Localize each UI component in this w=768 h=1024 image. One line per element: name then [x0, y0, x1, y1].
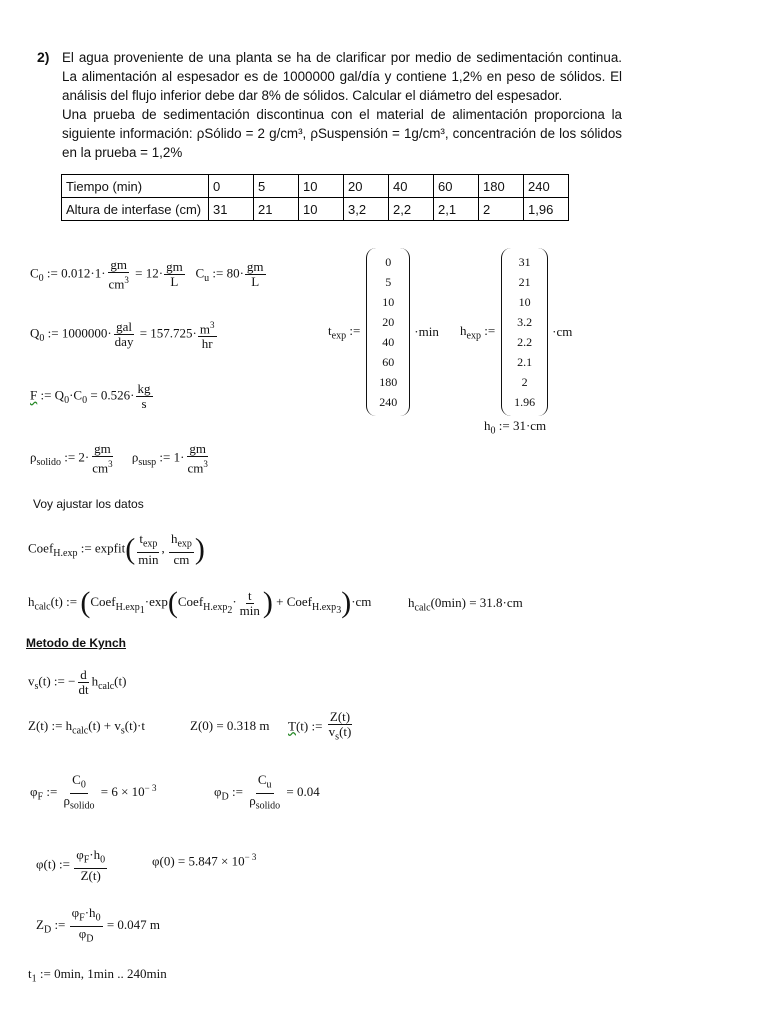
table-cell: 2,1	[434, 198, 479, 221]
phi0-value: $\varphi(0) = 5.847 \times 10^{- 3}$	[152, 852, 257, 869]
matrix-value: 10	[382, 295, 395, 309]
z-equation: Z(t) := $h_{calc}(t) + v_s(t)\cdot t$	[28, 718, 145, 737]
matrix-value: 40	[382, 335, 395, 349]
table-cell: Altura de interfase (cm)	[62, 198, 209, 221]
kynch-heading: Metodo de Kynch	[26, 636, 127, 650]
problem-paragraph-2: Una prueba de sedimentación discontinua con el material de alimentación proporciona la siguiente información: ρSólido = 2 g/cm³, ρSuspensión = 1g/cm³, concentración de los sólidos en la prueba = 1,2%	[62, 107, 622, 160]
table-cell: 20	[344, 175, 389, 198]
table-cell: 1,96	[524, 198, 569, 221]
matrix-value: 2	[521, 375, 528, 389]
table-cell: 180	[479, 175, 524, 198]
table-cell: 2,2	[389, 198, 434, 221]
table-cell: 31	[209, 198, 254, 221]
matrix-value: 2.2	[517, 335, 533, 349]
matrix-value: 31	[518, 255, 531, 269]
matrix-value: 2.1	[517, 355, 533, 369]
t-exp-values	[366, 248, 410, 416]
table-cell: 5	[254, 175, 299, 198]
h0-equation: $h_0$ := 31·cm	[484, 418, 547, 437]
hcalc-equation: $h_{calc}(t)$ := (Coef$_{H.exp_1}$·exp(Coef$_{H.exp_2}$· $\frac{t}{\min}$ ) + Coef$_{H.exp_3}$)·cm	[28, 586, 372, 619]
t-equation: T(t) := $\frac{Z(t)}{v_s(t)}$	[288, 709, 352, 743]
table-cell: 3,2	[344, 198, 389, 221]
q0-equation: $Q_0$ := 1000000· $\frac{\text{gal}}{\text{day}}$ = 157.725· $\frac{m^3}{hr}$	[30, 319, 215, 352]
matrix-value: 10	[518, 295, 531, 309]
phid-equation: $\varphi_D$ := $\frac{C_u}{\rho_{solido}}$ = 0.04	[214, 772, 320, 812]
h-exp-matrix: $h_{exp}$ := 31 21 10 3.2 2.2 2.1 2 1.96 ·cm	[460, 248, 572, 416]
table-row	[62, 198, 569, 221]
phif-equation: $\varphi_F$ := $\frac{C_0}{\rho_{solido}}$ = $6 \times 10^{- 3}$	[30, 772, 157, 812]
table-cell: 10	[299, 198, 344, 221]
table-cell: Tiempo (min)	[62, 175, 209, 198]
t1-range: $t_1$ := 0min, 1min .. 240min	[28, 966, 167, 985]
table-cell: 2	[479, 198, 524, 221]
table-cell: 21	[254, 198, 299, 221]
matrix-value: 1.96	[514, 395, 536, 409]
problem-number: 2)	[37, 49, 50, 65]
fit-label: Voy ajustar los datos	[33, 497, 144, 511]
matrix-value: 5	[385, 275, 392, 289]
density-equation: $\rho_{solido}$ := 2· $\frac{gm}{cm^3}$ $\rho_{susp}$ := 1· $\frac{gm}{cm^3}$	[30, 441, 208, 476]
table-row	[62, 175, 569, 198]
problem-statement	[62, 48, 622, 162]
c0-cu-equation: $C_0$ := 0.012·1· $\frac{gm}{cm^3}$ = 12· $\frac{gm}{L}$ $C_u$ := 80· $\frac{gm}{L}$	[30, 257, 264, 292]
data-table	[61, 174, 569, 221]
hcalc-value: $h_{calc}(0\min) = 31.8\cdot cm$	[408, 595, 523, 614]
matrix-value: 240	[379, 395, 398, 409]
matrix-value: 21	[518, 275, 531, 289]
matrix-value: 180	[379, 375, 398, 389]
z0-value: Z(0) = 0.318 m	[190, 718, 270, 733]
matrix-value: 3.2	[517, 315, 533, 329]
coef-equation: Coef$_{H.exp}$ := expfit( $\frac{t_{exp}}{\min}$ , $\frac{h_{exp}}{cm}$ )	[28, 531, 205, 567]
table-cell: 40	[389, 175, 434, 198]
t-exp-matrix: $t_{exp}$ := 0 5 10 20 40 60 180 240 ·min	[328, 248, 439, 416]
h-exp-values	[501, 248, 548, 416]
vs-equation: $v_s(t)$ := − $\frac{d}{dt}$ $h_{calc}(t)$	[28, 667, 127, 697]
problem-paragraph-1: El agua proveniente de una planta se ha de clarificar por medio de sedimentación continua. La alimentación al espesador es de 1000000 gal/día y contiene 1,2% en peso de sólidos. El análisis del flujo inferior debe dar 8% de sólidos. Calcular el diámetro del espesador.	[62, 50, 622, 103]
table-cell: 0	[209, 175, 254, 198]
matrix-value: 20	[382, 315, 395, 329]
table-cell: 60	[434, 175, 479, 198]
matrix-value: 60	[382, 355, 395, 369]
table-cell: 240	[524, 175, 569, 198]
matrix-value: 0	[385, 255, 392, 269]
f-equation: F := $Q_0\cdot C_0 = 0.526\cdot$ $\frac{kg}{s}$	[30, 381, 151, 411]
zd-equation: $Z_D$ := $\frac{\varphi_F\cdot h_0}{\varphi_D}$ = 0.047 m	[36, 905, 161, 945]
table-cell: 10	[299, 175, 344, 198]
phi-equation: φ(t) := $\frac{\varphi_F\cdot h_0}{Z(t)}$	[36, 847, 106, 883]
